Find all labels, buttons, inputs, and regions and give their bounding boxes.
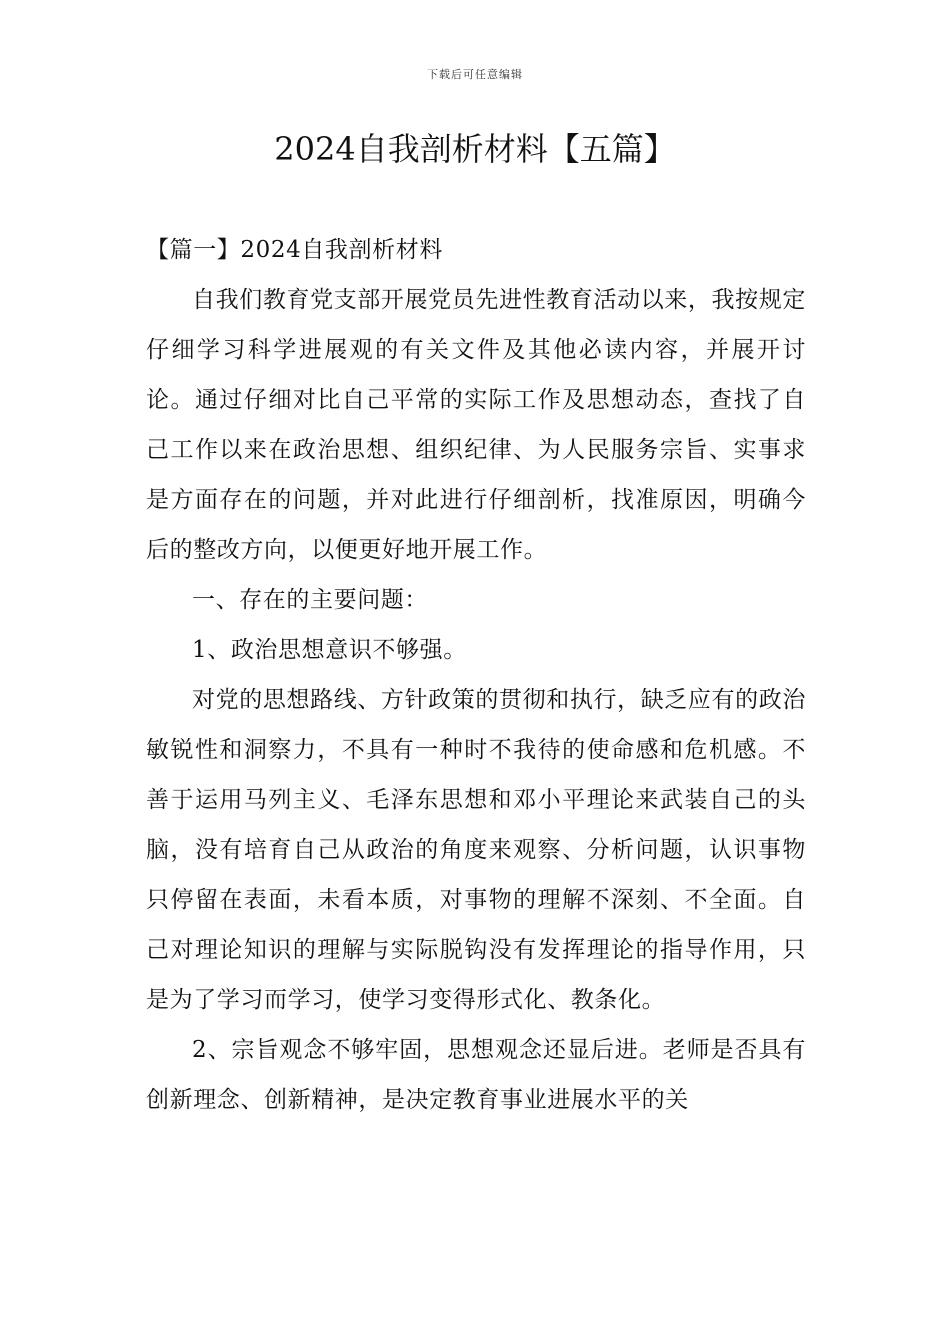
paragraph-item-1-heading: 1、政治思想意识不够强。 — [192, 637, 467, 663]
header-note: 下载后可任意编辑 — [427, 68, 523, 81]
document-body — [146, 225, 806, 1125]
paragraph-problems-heading: 一、存在的主要问题： — [192, 587, 428, 613]
paragraph-item-1-body: 对党的思想路线、方针政策的贯彻和执行，缺乏应有的政治敏锐性和洞察力，不具有一种时不我待的使命感和危机感。不善于运用马列主义、毛泽东思想和邓小平理论来武装自己的头脑，没有培育自己从政治的角度来观察、分析问题，认识事物只停留在表面，未看本质，对事物的理解不深刻、不全面。自己对理论知识的理解与实际脱钩没有发挥理论的指导作用，只是为了学习而学习，使学习变得形式化、教条化。 — [146, 687, 806, 1013]
document-title: 2024自我剖析材料【五篇】 — [274, 130, 676, 168]
paragraph-item-2: 2、宗旨观念不够牢固，思想观念还显后进。老师是否具有创新理念、创新精神，是决定教育事业进展水平的关 — [146, 1037, 806, 1113]
section-heading: 【篇一】2024自我剖析材料 — [146, 237, 443, 263]
paragraph-intro: 自我们教育党支部开展党员先进性教育活动以来，我按规定仔细学习科学进展观的有关文件及其他必读内容，并展开讨论。通过仔细对比自己平常的实际工作及思想动态，查找了自己工作以来在政治思想、组织纪律、为人民服务宗旨、实事求是方面存在的问题，并对此进行仔细剖析，找准原因，明确今后的整改方向，以便更好地开展工作。 — [146, 287, 806, 563]
